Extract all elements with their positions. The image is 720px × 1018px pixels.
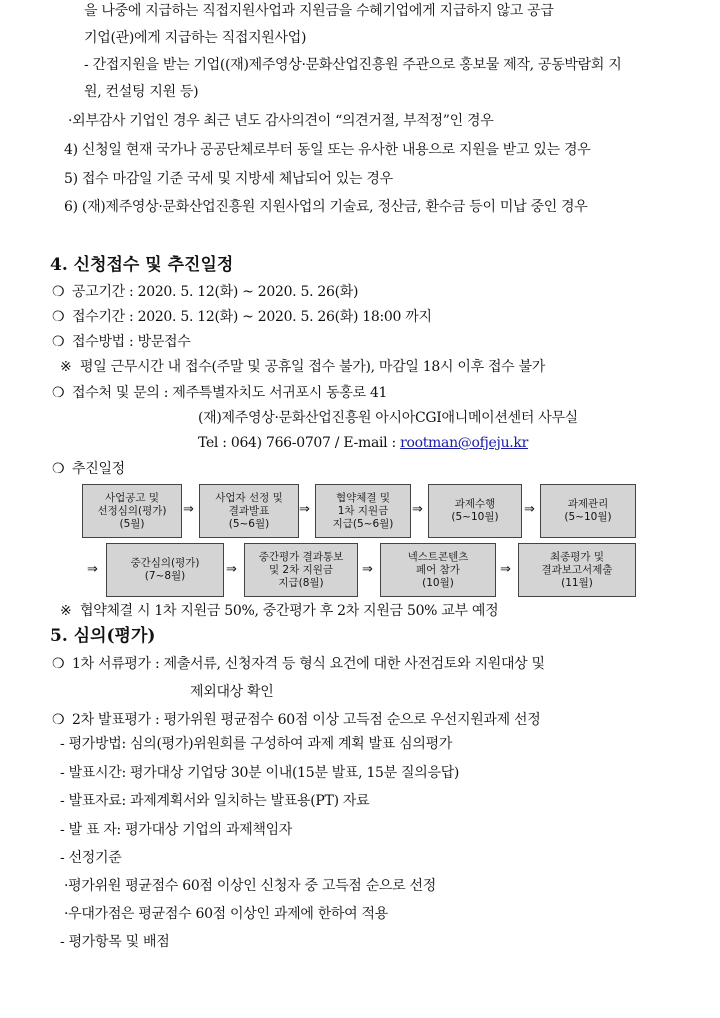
flow-step: 중간평가 결과통보 및 2차 지원금 지급(8월) [244,543,358,597]
text-line: ·외부감사 기업인 경우 최근 년도 감사의견이 “의견거절, 부적정”인 경우 [68,113,494,129]
text-line: 6) (재)제주영상·문화산업진흥원 지원사업의 기술료, 정산금, 환수금 등이 미납 중인 경우 [64,199,588,215]
text-line: 을 나중에 지급하는 직접지원사업과 지원금을 수혜기업에게 지급하지 않고 공급 [84,3,554,19]
circle-bullet-icon: ❍ [52,712,65,728]
announce-period: 공고기간 : 2020. 5. 12(화) ~ 2020. 5. 26(화) [72,284,359,300]
arrow-right-icon: ⇒ [524,502,535,517]
circle-bullet-icon: ❍ [52,461,65,477]
text-line: 5) 접수 마감일 기준 국세 및 지방세 체납되어 있는 경우 [64,171,393,187]
flow-note: 협약체결 시 1차 지원금 50%, 중간평가 후 2차 지원금 50% 교부 예정 [80,603,499,619]
contact-address: 접수처 및 문의 : 제주특별자치도 서귀포시 동홍로 41 [72,385,388,401]
arrow-right-icon: ⇒ [362,562,373,577]
note-mark-icon: ※ [60,603,72,619]
contact-tel-line [198,434,528,452]
arrow-right-icon: ⇒ [87,562,98,577]
bullet-line [52,308,432,326]
text-line: 원, 컨설팅 지원 등) [84,84,199,100]
circle-bullet-icon: ❍ [52,309,65,325]
bullet-line [52,333,191,351]
arrow-right-icon: ⇒ [500,562,511,577]
list-item: - 발 표 자: 평가대상 기업의 과제책임자 [60,822,293,838]
list-item: - 평가항목 및 배점 [60,934,170,950]
contact-tel: Tel : 064) 766-0707 / E-mail : [198,435,401,451]
bullet-line [52,384,387,402]
text-line: - 간접지원을 받는 기업((재)제주영상·문화산업진흥원 주관으로 홍보물 제작, 공동박람회 지 [84,57,622,73]
criteria-item: ·우대가점은 평균점수 60점 이상인 과제에 한하여 적용 [64,906,388,922]
bullet-line [52,460,125,478]
note-line [60,358,545,376]
section-heading: 5. 심의(평가) [50,626,156,646]
list-item: - 선정기준 [60,850,122,866]
note-mark-icon: ※ [60,359,72,375]
schedule-title: 추진일정 [72,461,125,477]
list-item: - 평가방법: 심의(평가)위원회를 구성하여 과제 계획 발표 심의평가 [60,736,453,752]
circle-bullet-icon: ❍ [52,334,65,350]
arrow-right-icon: ⇒ [299,502,310,517]
arrow-right-icon: ⇒ [183,502,194,517]
flow-step: 넥스트콘텐츠 페어 참가 (10월) [380,543,496,597]
contact-org: (재)제주영상·문화산업진흥원 아시아CGI애니메이션센터 사무실 [198,410,578,426]
list-item: - 발표시간: 평가대상 기업당 30분 이내(15분 발표, 15분 질의응답) [60,765,460,781]
receipt-period: 접수기간 : 2020. 5. 12(화) ~ 2020. 5. 26(화) 18:00 까지 [72,309,432,325]
flow-step: 사업자 선정 및 결과발표 (5~6월) [199,484,299,538]
receipt-method: 접수방법 : 방문접수 [72,334,191,350]
email-link[interactable]: rootman@ofjeju.kr [400,435,529,451]
flow-step: 중간심의(평가) (7~8월) [106,543,224,597]
circle-bullet-icon: ❍ [52,656,65,672]
method-note: 평일 근무시간 내 접수(주말 및 공휴일 접수 불가), 마감일 18시 이후 접수 불가 [80,359,545,375]
arrow-right-icon: ⇒ [412,502,423,517]
flow-step: 과제관리 (5~10월) [540,484,636,538]
circle-bullet-icon: ❍ [52,385,65,401]
bullet-line [52,711,540,729]
text-line: 4) 신청일 현재 국가나 공공단체로부터 동일 또는 유사한 내용으로 지원을 받고 있는 경우 [64,142,591,158]
note-line [60,602,498,620]
flow-step: 과제수행 (5~10월) [428,484,522,538]
criteria-item: ·평가위원 평균점수 60점 이상인 신청자 중 고득점 순으로 선정 [64,878,436,894]
circle-bullet-icon: ❍ [52,284,65,300]
first-eval: 1차 서류평가 : 제출서류, 신청자격 등 형식 요건에 대한 사전검토와 지원대상 및 [72,656,545,672]
flow-step: 협약체결 및 1차 지원금 지급(5~6월) [315,484,411,538]
text-line: 기업(관)에게 지급하는 직접지원사업) [84,30,307,46]
second-eval: 2차 발표평가 : 평가위원 평균점수 60점 이상 고득점 순으로 우선지원과제 선정 [72,712,541,728]
flow-step: 사업공고 및 선정심의(평가) (5월) [82,484,182,538]
bullet-line [52,655,545,673]
flow-step: 최종평가 및 결과보고서제출 (11월) [518,543,636,597]
arrow-right-icon: ⇒ [226,562,237,577]
bullet-line [52,283,358,301]
list-item: - 발표자료: 과제계획서와 일치하는 발표용(PT) 자료 [60,793,370,809]
section-heading: 4. 신청접수 및 추진일정 [50,255,234,275]
first-eval-cont: 제외대상 확인 [190,684,274,700]
